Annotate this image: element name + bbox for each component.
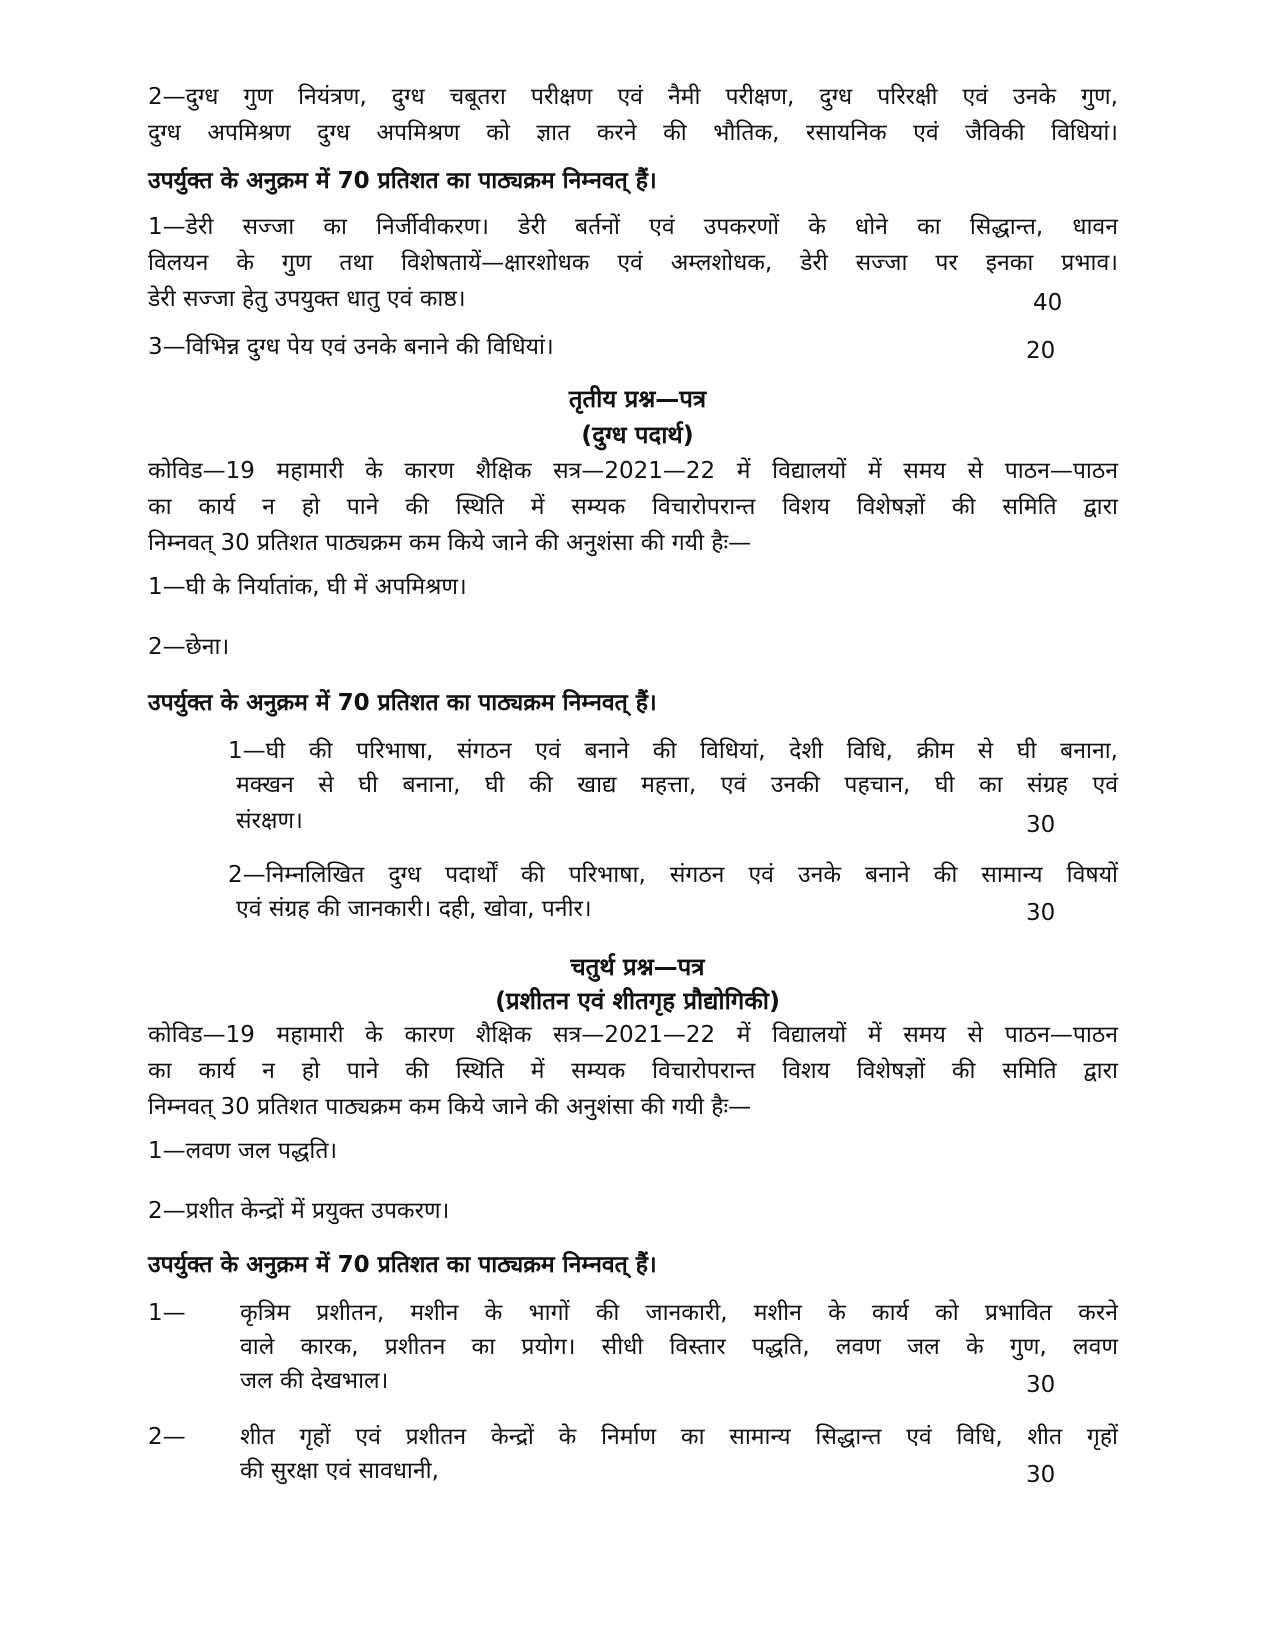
paper-title: तृतीय प्रश्न—पत्र <box>568 385 707 413</box>
text-line: 2—प्रशीत केन्द्रों में प्रयुक्त उपकरण। <box>148 1198 450 1224</box>
text-line: कोविड—19 महामारी के कारण शैक्षिक सत्र—2021—22 में विद्यालयों में समय से पाठन—पाठन <box>148 1022 1118 1048</box>
text-line: 1—डेरी सज्जा का निर्जीवीकरण। डेरी बर्तनों एवं उपकरणों के धोने का सिद्धान्त, धावन <box>148 214 1118 240</box>
marks-value: 30 <box>1026 1372 1056 1398</box>
text-line: कोविड—19 महामारी के कारण शैक्षिक सत्र—2021—22 में विद्यालयों में समय से पाठन—पाठन <box>148 458 1118 484</box>
text-line: का कार्य न हो पाने की स्थिति में सम्यक विचारोपरान्त विशय विशेषज्ञों की समिति द्वारा <box>148 1058 1118 1084</box>
text-line: वाले कारक, प्रशीतन का प्रयोग। सीधी विस्तार पद्धति, लवण जल के गुण, लवण <box>240 1334 1118 1360</box>
text-line: 2—छेना। <box>148 634 230 660</box>
item-number: 2— <box>148 1424 186 1450</box>
text-line: 1—घी के निर्यातांक, घी में अपमिश्रण। <box>148 574 467 600</box>
text-line: एवं संग्रह की जानकारी। दही, खोवा, पनीर। <box>236 896 592 922</box>
marks-value: 20 <box>1026 338 1056 364</box>
text-line: कृत्रिम प्रशीतन, मशीन के भागों की जानकारी, मशीन के कार्य को प्रभावित करने <box>240 1300 1118 1326</box>
text-line: 1—लवण जल पद्धति। <box>148 1138 338 1164</box>
text-line: विलयन के गुण तथा विशेषतायें—क्षारशोधक एवं अम्लशोधक, डेरी सज्जा पर इनका प्रभाव। <box>148 250 1118 276</box>
section-heading: उपर्युक्त के अनुक्रम में 70 प्रतिशत का पाठ्यक्रम निम्नवत् हैं। <box>148 690 657 716</box>
text-line: 2—दुग्ध गुण नियंत्रण, दुग्ध चबूतरा परीक्षण एवं नैमी परीक्षण, दुग्ध परिरक्षी एवं उनके गुण, <box>148 84 1118 110</box>
text-line: मक्खन से घी बनाना, घी की खाद्य महत्ता, एवं उनकी पहचान, घी का संग्रह एवं <box>236 772 1118 798</box>
text-line: दुग्ध अपमिश्रण दुग्ध अपमिश्रण को ज्ञात करने की भौतिक, रसायनिक एवं जैविकी विधियां। <box>148 120 1118 146</box>
text-line: निम्नवत् 30 प्रतिशत पाठ्यक्रम कम किये जाने की अनुशंसा की गयी हैः— <box>148 1094 752 1120</box>
text-line: 1—घी की परिभाषा, संगठन एवं बनाने की विधियां, देशी विधि, क्रीम से घी बनाना, <box>228 738 1118 764</box>
paper-subtitle: (दुग्ध पदार्थ) <box>581 421 694 449</box>
text-line: 2—निम्नलिखित दुग्ध पदार्थों की परिभाषा, संगठन एवं उनके बनाने की सामान्य विषयों <box>228 862 1118 888</box>
item-number: 1— <box>148 1300 186 1326</box>
paper-subtitle: (प्रशीतन एवं शीतगृह प्रौद्योगिकी) <box>495 987 780 1015</box>
section-heading: उपर्युक्त के अनुक्रम में 70 प्रतिशत का पाठ्यक्रम निम्नवत् हैं। <box>148 168 657 194</box>
text-line: की सुरक्षा एवं सावधानी, <box>240 1458 439 1484</box>
text-line: जल की देखभाल। <box>240 1368 389 1394</box>
text-line: संरक्षण। <box>236 808 303 834</box>
marks-value: 30 <box>1026 900 1056 926</box>
text-line: निम्नवत् 30 प्रतिशत पाठ्यक्रम कम किये जाने की अनुशंसा की गयी हैः— <box>148 530 752 556</box>
text-line: डेरी सज्जा हेतु उपयुक्त धातु एवं काष्ठ। <box>148 286 466 312</box>
marks-value: 30 <box>1026 1462 1056 1488</box>
text-line: का कार्य न हो पाने की स्थिति में सम्यक विचारोपरान्त विशय विशेषज्ञों की समिति द्वारा <box>148 494 1118 520</box>
marks-value: 40 <box>1033 290 1063 316</box>
text-line: 3—विभिन्न दुग्ध पेय एवं उनके बनाने की विधियां। <box>148 334 554 360</box>
marks-value: 30 <box>1026 812 1056 838</box>
section-heading: उपर्युक्त के अनुक्रम में 70 प्रतिशत का पाठ्यक्रम निम्नवत् हैं। <box>148 1252 657 1278</box>
paper-title: चतुर्थ प्रश्न—पत्र <box>570 953 705 981</box>
text-line: शीत गृहों एवं प्रशीतन केन्द्रों के निर्माण का सामान्य सिद्धान्त एवं विधि, शीत गृहों <box>240 1424 1118 1450</box>
